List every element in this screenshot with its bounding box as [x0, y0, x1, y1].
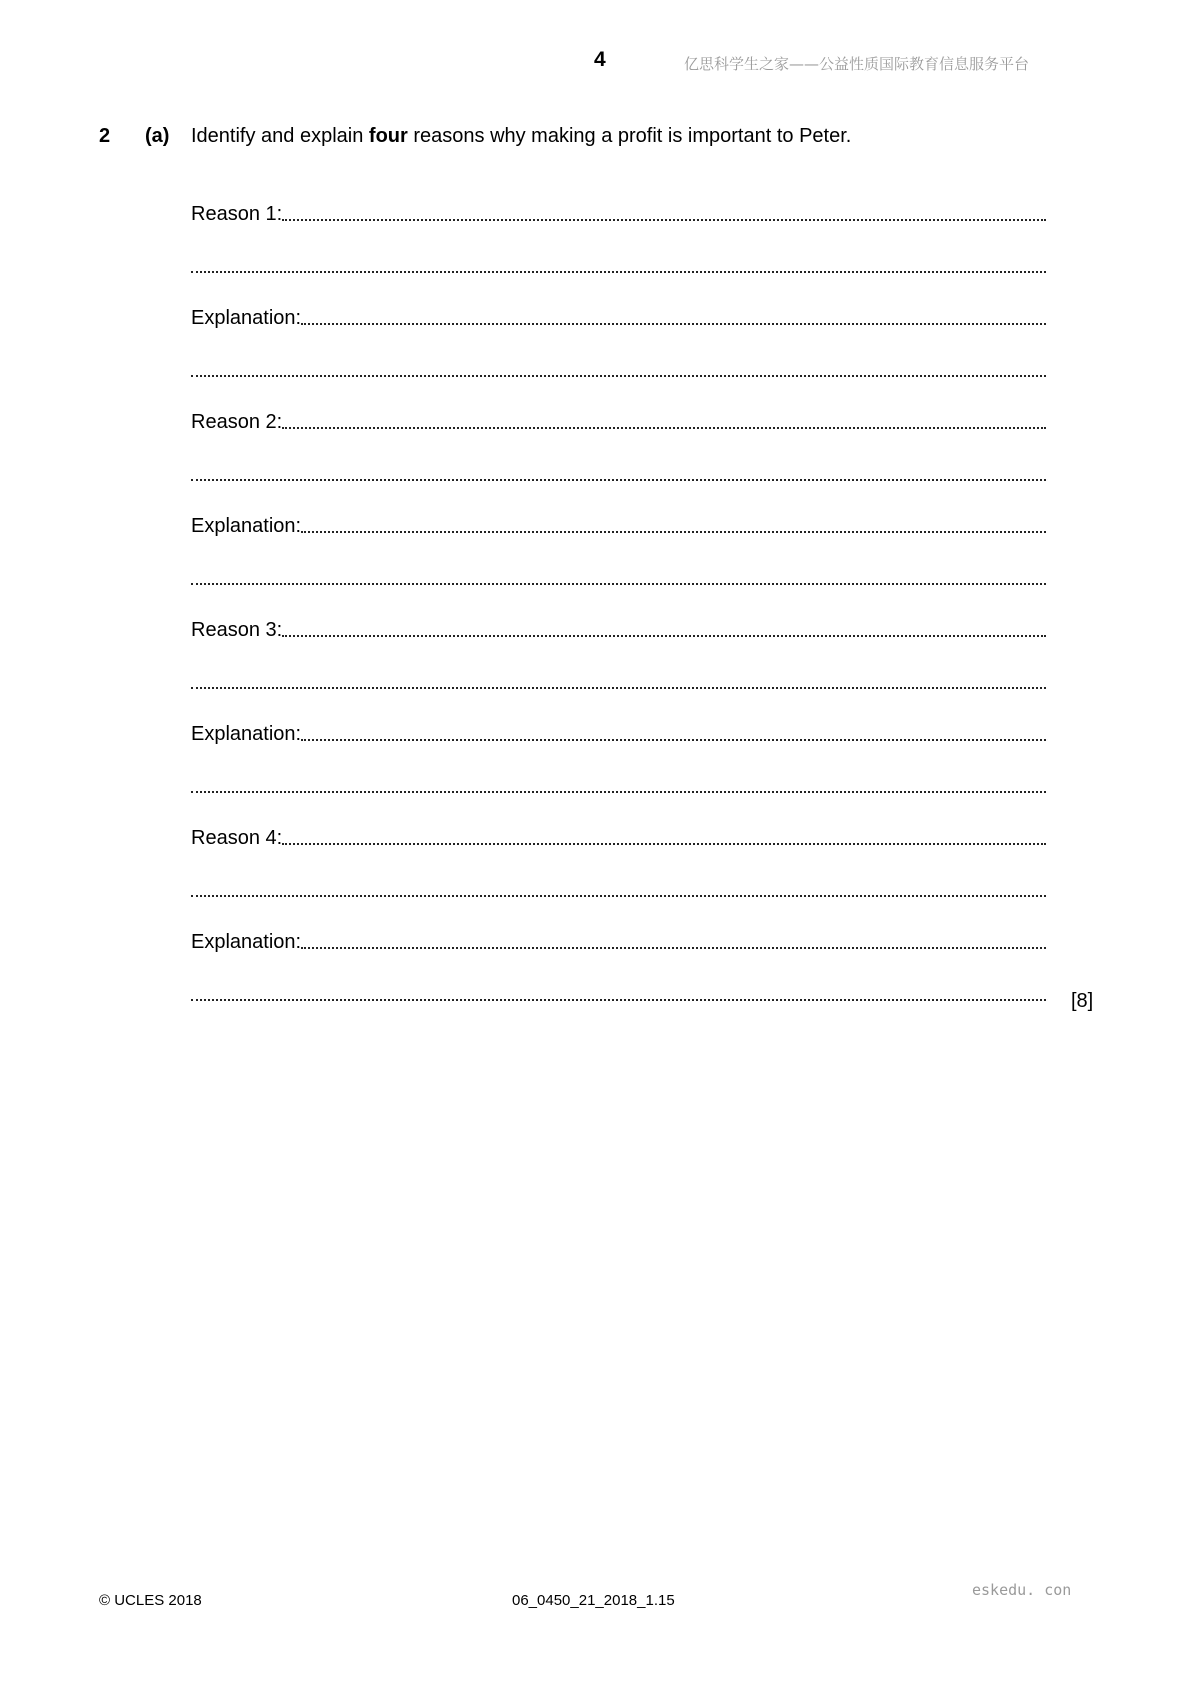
- dotted-answer-rule: [301, 531, 1046, 533]
- answer-line[interactable]: [191, 772, 1046, 798]
- answer-line-label: Reason 2:: [191, 411, 283, 433]
- answer-line[interactable]: [191, 980, 1046, 1006]
- question-text-after: reasons why making a profit is important to Peter.: [407, 125, 852, 147]
- page-number: 4: [594, 48, 606, 71]
- answer-line[interactable]: [191, 824, 1046, 850]
- answer-line-label: Reason 1:: [191, 203, 283, 225]
- footer-copyright: © UCLES 2018: [99, 1592, 202, 1609]
- answer-line[interactable]: [191, 512, 1046, 538]
- dotted-answer-rule: [301, 947, 1046, 949]
- dotted-answer-rule: [191, 479, 1046, 481]
- dotted-answer-rule: [301, 323, 1046, 325]
- answer-line[interactable]: [191, 252, 1046, 278]
- answer-line[interactable]: [191, 460, 1046, 486]
- answer-line-label: Explanation:: [191, 307, 302, 329]
- answer-line[interactable]: [191, 876, 1046, 902]
- dotted-answer-rule: [191, 999, 1046, 1001]
- dotted-answer-rule: [282, 427, 1046, 429]
- answer-line-label: Explanation:: [191, 931, 302, 953]
- answer-line[interactable]: [191, 720, 1046, 746]
- footer-watermark: eskedu. con: [972, 1581, 1072, 1599]
- dotted-answer-rule: [191, 583, 1046, 585]
- answer-line-label: Explanation:: [191, 723, 302, 745]
- question-part: (a): [145, 125, 170, 147]
- header-watermark: 亿思科学生之家——公益性质国际教育信息服务平台: [684, 55, 1030, 73]
- dotted-answer-rule: [191, 687, 1046, 689]
- question-number: 2: [99, 125, 111, 147]
- answer-line[interactable]: [191, 356, 1046, 382]
- dotted-answer-rule: [282, 635, 1046, 637]
- dotted-answer-rule: [191, 271, 1046, 273]
- question-text-bold: four: [368, 125, 408, 147]
- answer-line[interactable]: [191, 616, 1046, 642]
- dotted-answer-rule: [191, 895, 1046, 897]
- answer-line-label: Explanation:: [191, 515, 302, 537]
- answer-line[interactable]: [191, 564, 1046, 590]
- answer-line[interactable]: [191, 928, 1046, 954]
- dotted-answer-rule: [282, 219, 1046, 221]
- dotted-answer-rule: [301, 739, 1046, 741]
- answer-line[interactable]: [191, 668, 1046, 694]
- dotted-answer-rule: [191, 791, 1046, 793]
- marks-allocation: [8]: [1071, 990, 1094, 1012]
- dotted-answer-rule: [191, 375, 1046, 377]
- question-text-before: Identify and explain: [191, 125, 369, 147]
- answer-line-label: Reason 4:: [191, 827, 283, 849]
- answer-line[interactable]: [191, 304, 1046, 330]
- answer-line[interactable]: [191, 408, 1046, 434]
- footer-code: 06_0450_21_2018_1.15: [512, 1592, 675, 1609]
- answer-line-label: Reason 3:: [191, 619, 283, 641]
- answer-line[interactable]: [191, 200, 1046, 226]
- dotted-answer-rule: [282, 843, 1046, 845]
- question-text: [191, 124, 851, 148]
